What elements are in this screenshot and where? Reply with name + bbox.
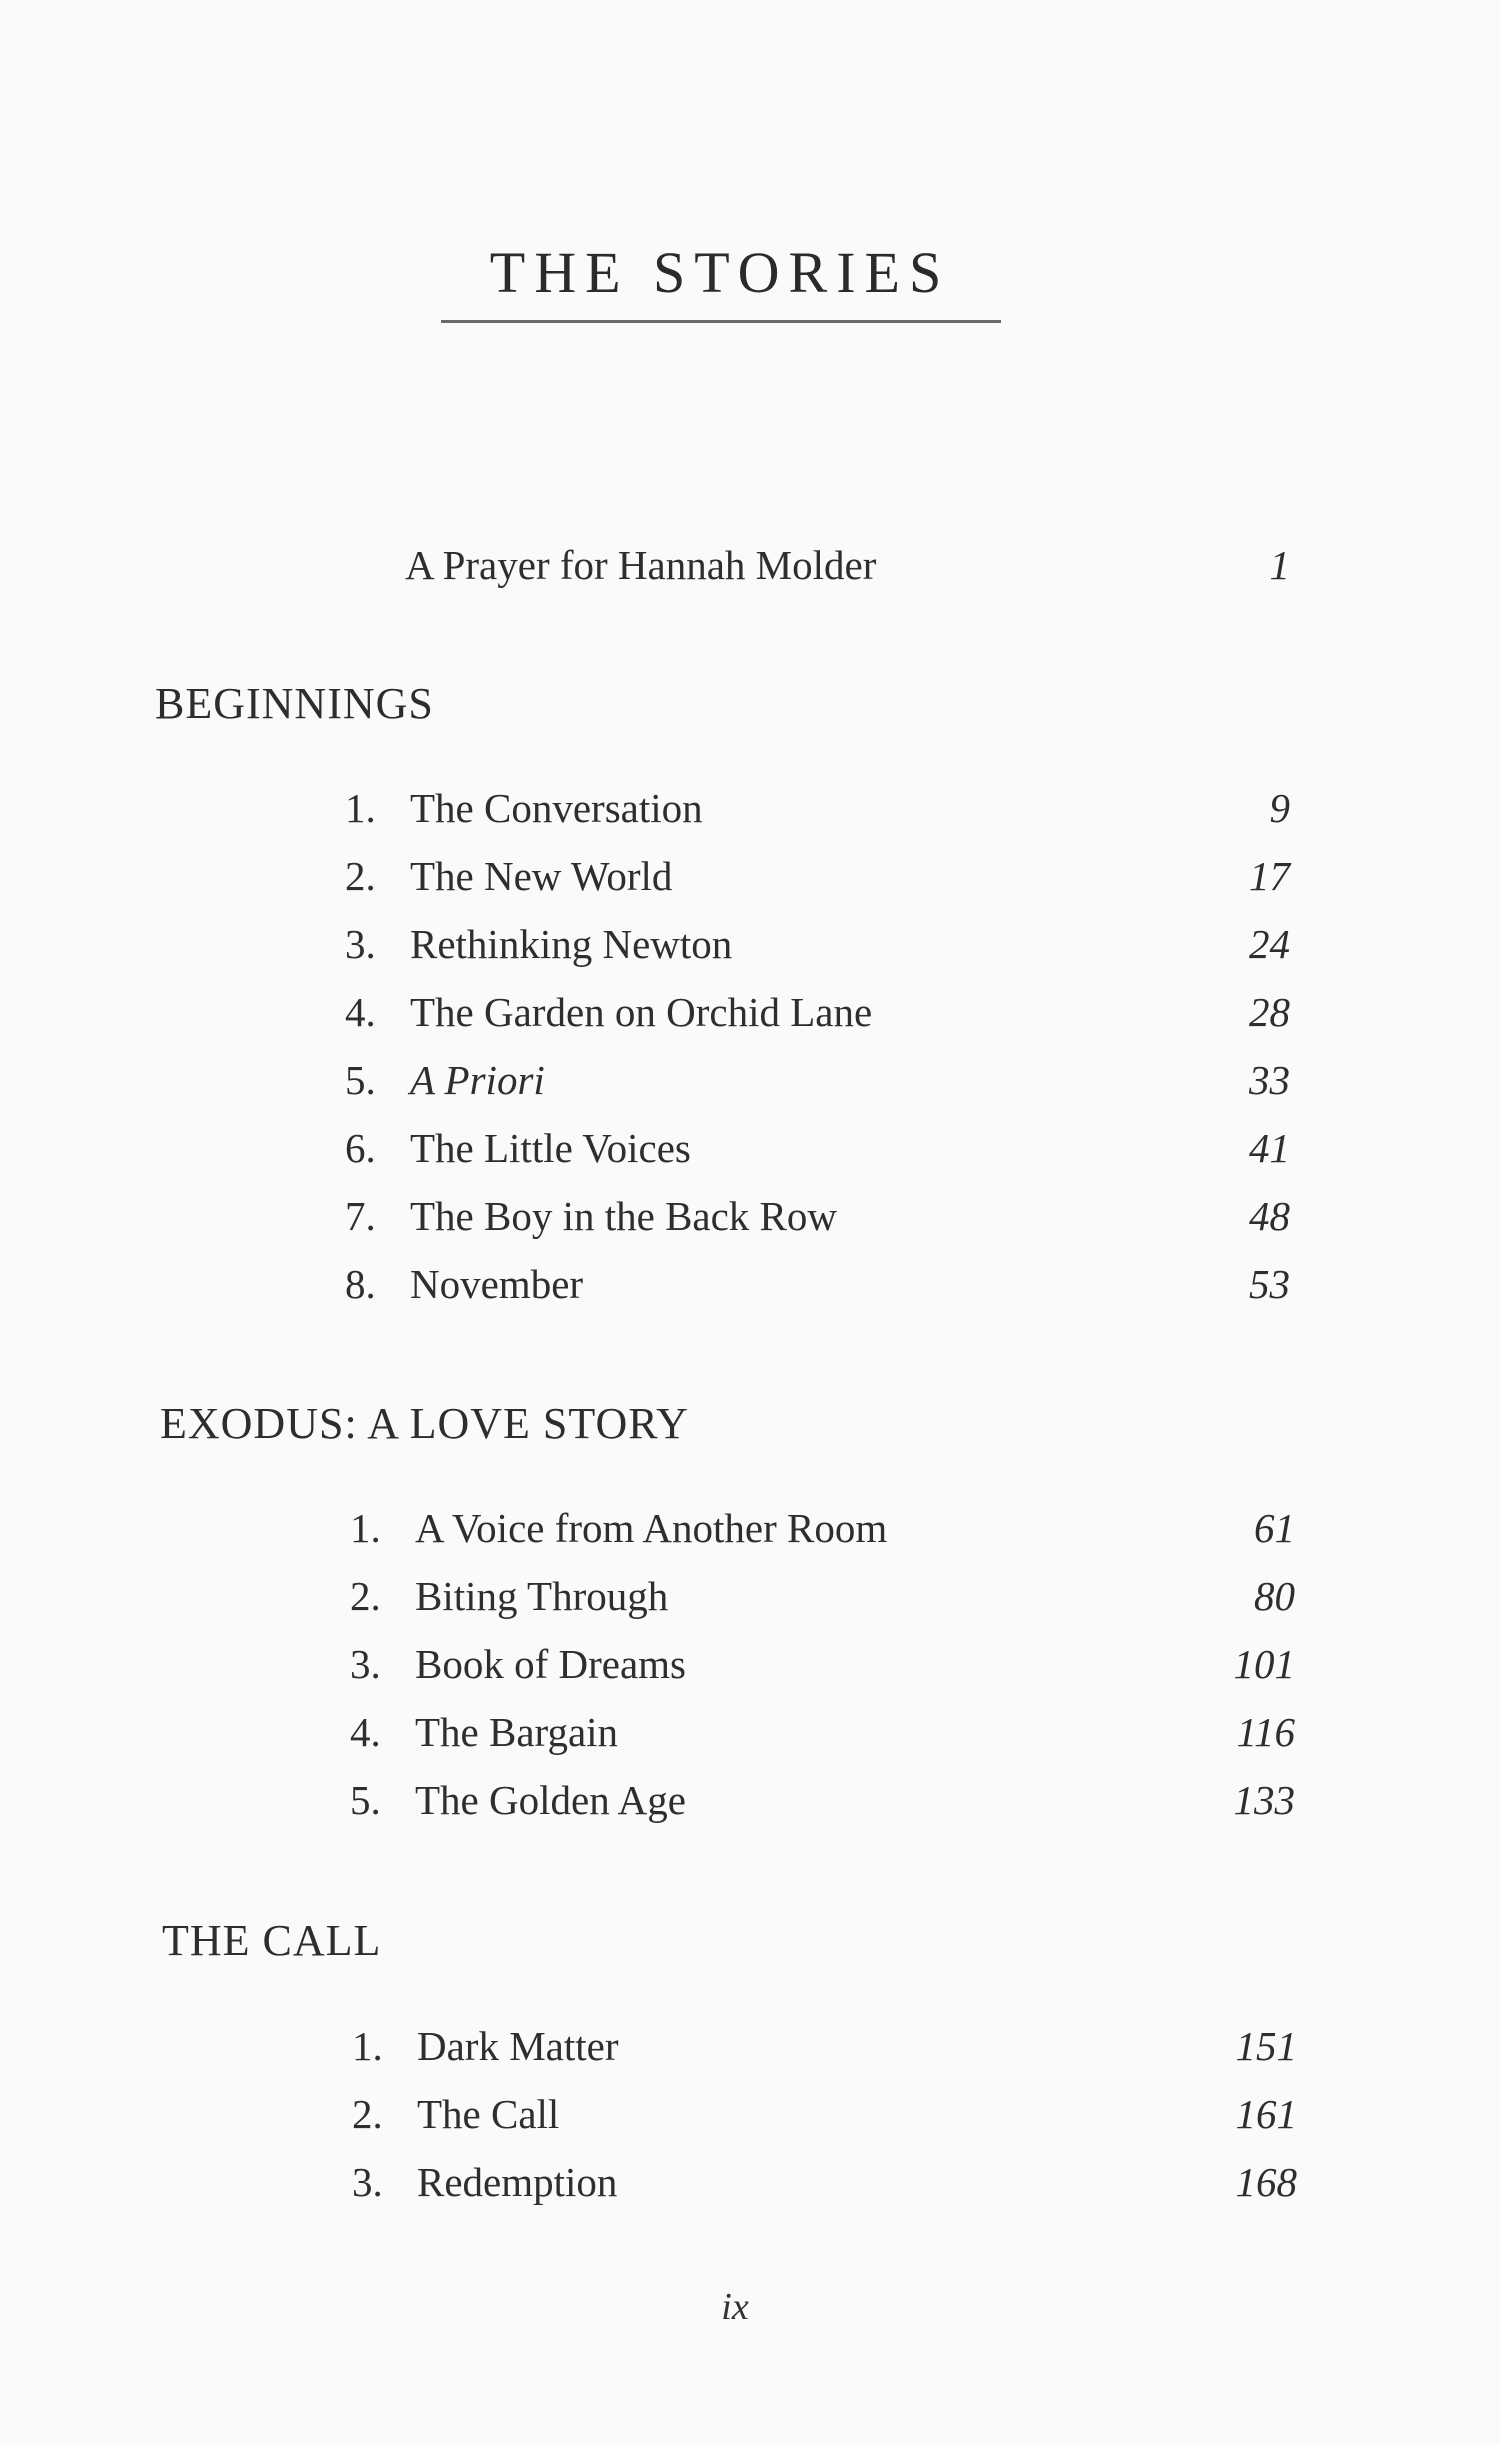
toc-entry bbox=[345, 846, 1290, 906]
entry-number: 6. bbox=[345, 1125, 376, 1171]
toc-entry bbox=[345, 914, 1290, 974]
title-underline bbox=[441, 320, 1001, 323]
entry-number: 4. bbox=[350, 1709, 381, 1755]
entry-number: 1. bbox=[350, 1505, 381, 1551]
entry-page-number: 161 bbox=[1235, 2091, 1297, 2137]
entry-page-number: 151 bbox=[1235, 2023, 1297, 2069]
entry-page-number: 28 bbox=[1249, 989, 1290, 1035]
entry-page-number: 61 bbox=[1254, 1505, 1295, 1551]
entry-number: 4. bbox=[345, 989, 376, 1035]
entry-number: 5. bbox=[345, 1057, 376, 1103]
toc-entry bbox=[345, 1118, 1290, 1178]
entry-page-number: 1 bbox=[1269, 542, 1290, 588]
entry-title: Biting Through bbox=[415, 1573, 669, 1619]
entry-title: A Prayer for Hannah Molder bbox=[405, 542, 877, 588]
entry-number: 3. bbox=[345, 921, 376, 967]
toc-entry bbox=[352, 2016, 1297, 2076]
entry-page-number: 33 bbox=[1249, 1057, 1290, 1103]
section-heading-beginnings: BEGINNINGS bbox=[155, 679, 434, 728]
toc-entry bbox=[350, 1702, 1295, 1762]
entry-number: 7. bbox=[345, 1193, 376, 1239]
entry-number: 3. bbox=[352, 2159, 383, 2205]
entry-title: The Boy in the Back Row bbox=[410, 1193, 838, 1239]
entry-page-number: 24 bbox=[1249, 921, 1290, 967]
section-heading-the-call: THE CALL bbox=[162, 1916, 382, 1965]
entry-number: 2. bbox=[352, 2091, 383, 2137]
entry-title: The Little Voices bbox=[410, 1125, 691, 1171]
toc-entry bbox=[345, 1254, 1290, 1314]
entry-page-number: 17 bbox=[1249, 853, 1290, 899]
entry-title: November bbox=[410, 1261, 584, 1307]
entry-title: The Golden Age bbox=[415, 1777, 686, 1823]
entry-page-number: 168 bbox=[1235, 2159, 1297, 2205]
toc-entry bbox=[345, 778, 1290, 838]
toc-entry-prelude bbox=[405, 535, 1290, 595]
entry-page-number: 101 bbox=[1233, 1641, 1295, 1687]
entry-page-number: 116 bbox=[1236, 1709, 1295, 1755]
toc-entry bbox=[352, 2084, 1297, 2144]
toc-entry bbox=[345, 1186, 1290, 1246]
toc-entry bbox=[350, 1566, 1295, 1626]
entry-title: Rethinking Newton bbox=[410, 921, 733, 967]
toc-entry bbox=[350, 1634, 1295, 1694]
section-heading-exodus: EXODUS: A LOVE STORY bbox=[160, 1399, 689, 1448]
entry-number: 3. bbox=[350, 1641, 381, 1687]
entry-title: The New World bbox=[410, 853, 673, 899]
entry-title: A Priori bbox=[410, 1057, 545, 1103]
page-folio: ix bbox=[721, 2286, 749, 2328]
page-title: THE STORIES bbox=[489, 240, 951, 305]
toc-entry bbox=[345, 1050, 1290, 1110]
entry-title: The Bargain bbox=[415, 1709, 619, 1755]
entry-title: The Garden on Orchid Lane bbox=[410, 989, 873, 1035]
entry-page-number: 133 bbox=[1233, 1777, 1295, 1823]
entry-page-number: 48 bbox=[1249, 1193, 1290, 1239]
entry-title: Dark Matter bbox=[417, 2023, 619, 2069]
entry-number: 1. bbox=[352, 2023, 383, 2069]
entry-page-number: 53 bbox=[1249, 1261, 1290, 1307]
toc-entry bbox=[350, 1498, 1295, 1558]
entry-title: Redemption bbox=[417, 2159, 618, 2205]
toc-entry bbox=[345, 982, 1290, 1042]
entry-page-number: 80 bbox=[1254, 1573, 1295, 1619]
entry-number: 1. bbox=[345, 785, 376, 831]
entry-title: Book of Dreams bbox=[415, 1641, 687, 1687]
entry-number: 2. bbox=[345, 853, 376, 899]
entry-number: 5. bbox=[350, 1777, 381, 1823]
toc-entry bbox=[350, 1770, 1295, 1830]
entry-page-number: 41 bbox=[1249, 1125, 1290, 1171]
entry-title: A Voice from Another Room bbox=[415, 1505, 888, 1551]
entry-title: The Call bbox=[417, 2091, 560, 2137]
entry-number: 8. bbox=[345, 1261, 376, 1307]
entry-title: The Conversation bbox=[410, 785, 703, 831]
entry-page-number: 9 bbox=[1269, 785, 1290, 831]
entry-number: 2. bbox=[350, 1573, 381, 1619]
toc-entry bbox=[352, 2152, 1297, 2212]
